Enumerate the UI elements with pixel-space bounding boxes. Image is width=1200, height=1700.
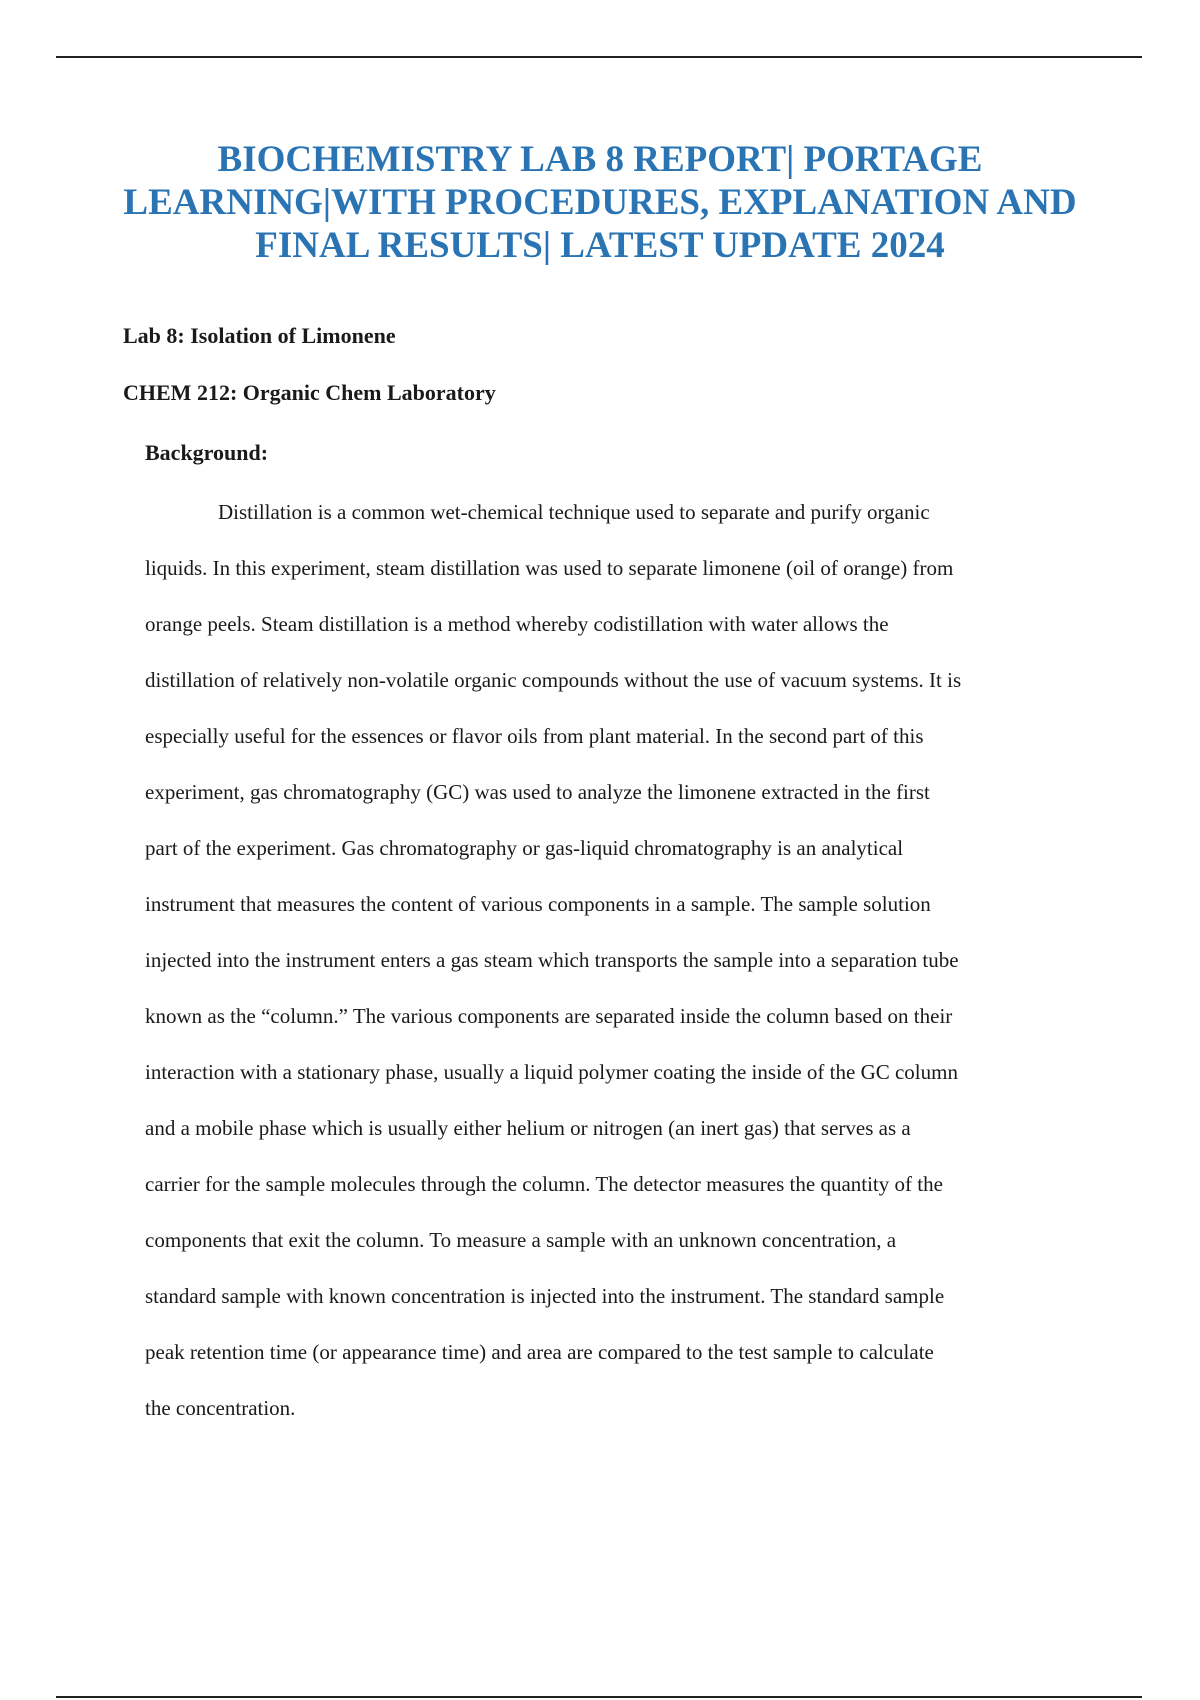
background-heading: Background: [145,440,269,465]
top-divider [56,56,1142,58]
paragraph-line: interaction with a stationary phase, usually a liquid polymer coating the inside of the GC column [145,1060,958,1084]
paragraph-line: known as the “column.” The various components are separated inside the column based on their [145,1004,953,1028]
paragraph-line: peak retention time (or appearance time) and area are compared to the test sample to calculate [145,1340,934,1364]
lab-title: Lab 8: Isolation of Limonene [123,323,396,348]
paragraph-line: distillation of relatively non-volatile organic compounds without the use of vacuum systems. It is [145,668,962,692]
paragraph-line: Distillation is a common wet-chemical technique used to separate and purify organic [218,500,930,524]
paragraph-line: carrier for the sample molecules through the column. The detector measures the quantity of the [145,1172,943,1196]
paragraph-line: part of the experiment. Gas chromatography or gas-liquid chromatography is an analytical [145,836,904,860]
title-line: LEARNING|WITH PROCEDURES, EXPLANATION AND [123,182,1077,223]
paragraph-line: instrument that measures the content of various components in a sample. The sample solution [145,892,931,916]
paragraph-line: components that exit the column. To measure a sample with an unknown concentration, a [145,1228,897,1252]
paragraph-line: orange peels. Steam distillation is a method whereby codistillation with water allows the [145,612,889,636]
course-title: CHEM 212: Organic Chem Laboratory [123,380,496,405]
paragraph-line: standard sample with known concentration is injected into the instrument. The standard sample [145,1284,945,1308]
paragraph-line: experiment, gas chromatography (GC) was used to analyze the limonene extracted in the first [145,780,930,804]
paragraph-line: the concentration. [145,1396,296,1420]
paragraph-line: injected into the instrument enters a gas steam which transports the sample into a separation tube [145,948,959,972]
title-line: FINAL RESULTS| LATEST UPDATE 2024 [255,225,945,266]
bottom-divider [56,1696,1142,1698]
background-paragraph [145,496,1105,1448]
title-line: BIOCHEMISTRY LAB 8 REPORT| PORTAGE [217,139,983,180]
paragraph-line: and a mobile phase which is usually either helium or nitrogen (an inert gas) that serves as a [145,1116,911,1140]
document-title [100,138,1100,267]
paragraph-line: liquids. In this experiment, steam distillation was used to separate limonene (oil of orange) from [145,556,954,580]
paragraph-line: especially useful for the essences or flavor oils from plant material. In the second part of this [145,724,924,748]
